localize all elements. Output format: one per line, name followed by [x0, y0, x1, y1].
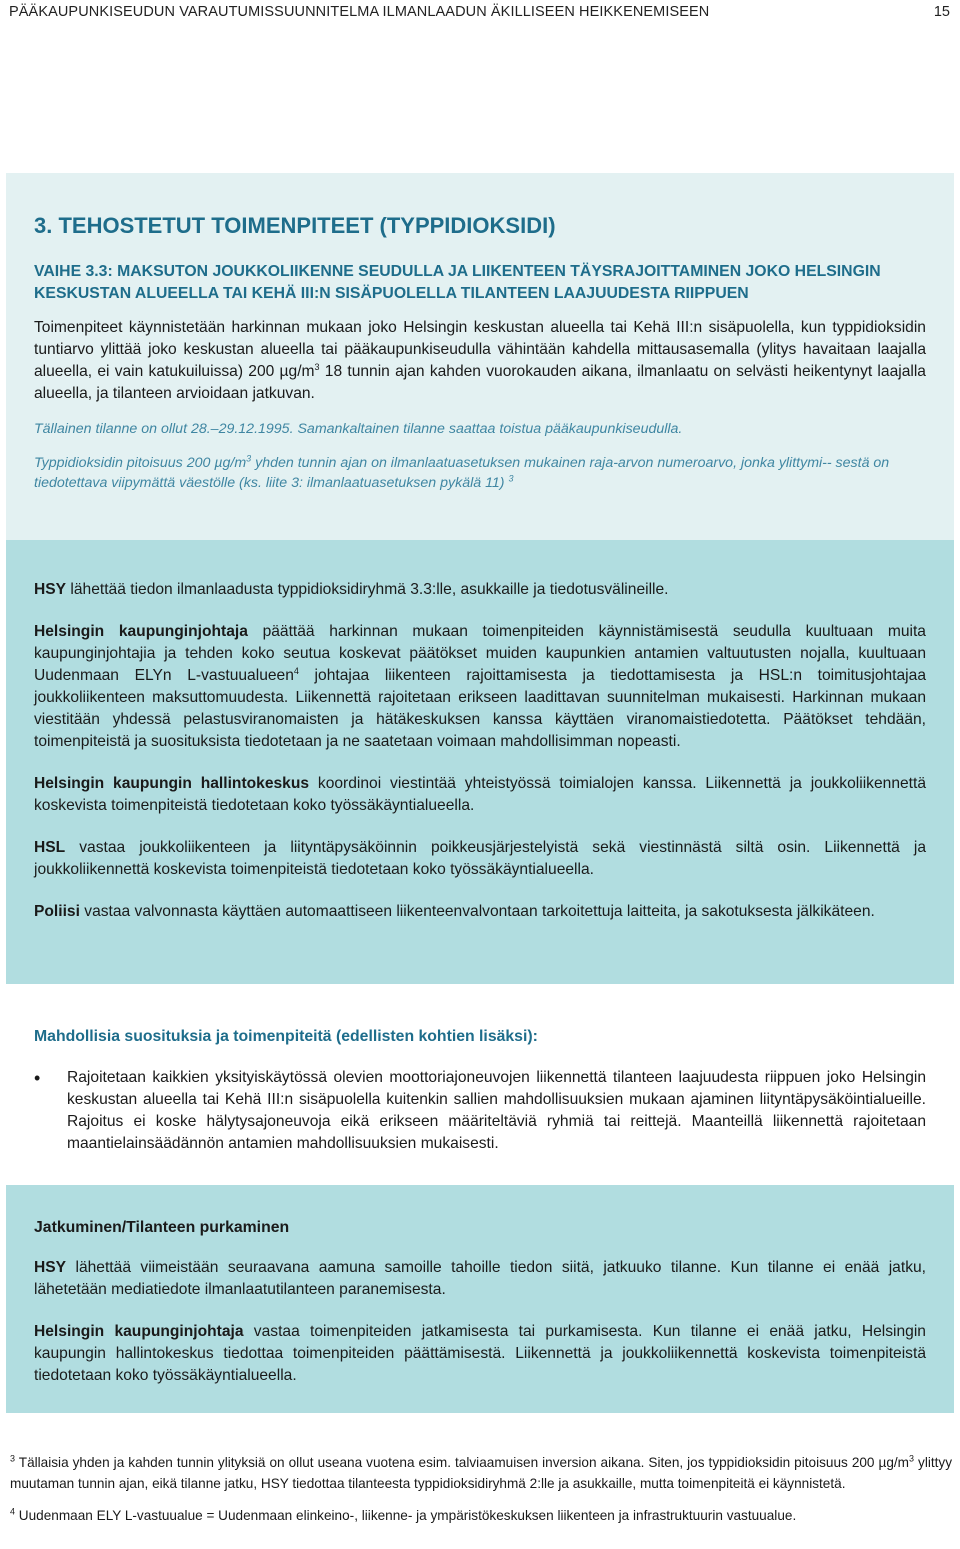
footnote-3: $^3$ Tällaisia yhden ja kahden tunnin ylityksiä on ollut useana vuotena esim. talviaamuisen inversion aikana. Siten, jos typpidioksidin pitoisuus 200 $\mu g/m^3$ ylittyy muutaman tunnin ajan, eikä tilanne jatku, HSY tiedottaa tilanteesta typpidioksidiryhmä 2:lle ja asukkaille, mutta toimenpiteitä ei käynnistetä. [10, 1453, 953, 1491]
admin-action: Helsingin kaupungin hallintokeskus koordinoi viestintää yhteistyössä toimialojen kanssa. Liikennettä ja joukkoliikennettä koskevista toimenpiteistä tiedotetaan koko työssäkäyntialueella. [34, 775, 926, 814]
mayor-continuation: Helsingin kaupunginjohtaja vastaa toimenpiteiden jatkamisesta tai purkamisesta. Kun tilanne ei enää jatku, Helsingin kaupungin hallintokeskus tiedottaa toimenpiteiden päättämisestä. Liikennettä ja joukkoliikennettä koskevista toimenpiteistä tiedotetaan koko työssäkäyntialueella. [34, 1323, 926, 1384]
phase-panel [6, 173, 954, 540]
recommendations-panel [6, 984, 954, 1185]
bullet-icon: • [34, 1068, 41, 1088]
page-header [0, 0, 960, 30]
hsl-action: HSL vastaa joukkoliikenteen ja liityntäpysäköinnin poikkeusjärjestelyistä sekä viestinnästä siltä osin. Liikennettä ja joukkoliikennettä koskevista toimenpiteistä tiedotetaan koko työssäkäyntialueella. [34, 839, 926, 878]
footnotes [10, 1452, 952, 1526]
continuation-panel [6, 1185, 954, 1413]
actions-panel [6, 540, 954, 984]
phase-title: VAIHE 3.3: MAKSUTON JOUKKOLIIKENNE SEUDULLA JA LIIKENTEEN TÄYSRAJOITTAMINEN JOKO HELSINGIN KESKUSTAN ALUEELLA TAI KEHÄ III:N SISÄPUOLELLA TILANTEEN LAAJUUDESTA RIIPPUEN [34, 263, 881, 302]
list-item [34, 1067, 926, 1155]
section-title: 3. TEHOSTETUT TOIMENPITEET (TYPPIDIOKSIDI) [34, 213, 556, 238]
trigger-paragraph: Toimenpiteet käynnistetään harkinnan mukaan joko Helsingin keskustan alueella tai Kehä III:n sisäpuolella, kun typpidioksidin tuntiarvo ylittää joko keskustan alueella tai pääkaupunkiseudulla vähintään kahdella mittausasemalla (ylitys havaitaan laajalla alueella, ei vain katukuiluissa) 200 $\mu g/m^3$ 18 tunnin ajan kahden vuorokauden aikana, ilmanlaatu on selvästi heikentynyt laajalla alueella, ja tilanteen arvioidaan jatkuvan. [34, 319, 926, 402]
limit-note: Typpidioksidin pitoisuus 200 $\mu g/m^3$ yhden tunnin ajan on ilmanlaatuasetuksen mukainen raja-arvon numeroarvo, jonka ylittymi-- sestä on tiedotettava viipymättä väestölle (ks. liite 3: ilmanlaatuasetuksen pykälä 11) $^3$ [34, 453, 890, 491]
history-note: Tällainen tilanne on ollut 28.–29.12.1995. Samankaltainen tilanne saattaa toistua pääkaupunkiseudulla. [34, 421, 683, 437]
recommendation-text: Rajoitetaan kaikkien yksityiskäytössä olevien moottoriajoneuvojen liikennettä tilanteen laajuudesta riippuen joko Helsingin keskustan alueella tai Kehä III:n sisäpuolella kuitenkin sallien mahdollisuuksien mukaan ajaminen liityntäpysäköintialueille. Rajoitus ei koske hälytysajoneuvoja eikä erikseen määriteltäviä ryhmiä tai reittejä. Maanteillä liikennettä rajoitetaan maantielainsäädännön antamien mahdollisuuksien mukaisesti. [67, 1069, 926, 1152]
mayor-action: Helsingin kaupunginjohtaja päättää harkinnan mukaan toimenpiteiden käynnistämisestä seudulla kuultuaan muita kaupunginjohtajia ja tehden koko seutua koskevat päätökset muiden kaupunkien antamien valtuutusten nojalla, kuultuaan Uudenmaan ELYn L-vastuualueen$^4$ johtajaa liikenteen rajoittamisesta ja tiedottamisesta ja HSL:n toimitusjohtajaa joukkoliikenteen maksuttomuudesta. Liikennettä rajoitetaan erikseen laadittavan suunnitelman mukaisesti. Harkinnan mukaan viestitään yhdessä pelastusviranomaisten ja hätäkeskuksen kanssa käyttäen viranomaistiedotetta. Päätökset tehdään, toimenpiteistä ja suosituksista tiedotetaan ja ne saatetaan voimaan mahdollisimman nopeasti. [34, 623, 926, 750]
hsy-continuation: HSY lähettää viimeistään seuraavana aamuna samoille tahoille tiedon siitä, jatkuuko tilanne. Kun tilanne ei enää jatku, lähetetään mediatiedote ilmanlaatutilanteen paranemisesta. [34, 1259, 926, 1298]
footnote-4: $^4$ Uudenmaan ELY L-vastuualue = Uudenmaan elinkeino-, liikenne- ja ympäristökeskuksen liikenteen ja infrastruktuurin vastuualue. [10, 1506, 797, 1523]
document-title: PÄÄKAUPUNKISEUDUN VARAUTUMISSUUNNITELMA ILMANLAADUN ÄKILLISEEN HEIKKENEMISEEN [9, 4, 710, 20]
police-action: Poliisi vastaa valvonnasta käyttäen automaattiseen liikenteenvalvontaan tarkoitettuja laitteita, ja sakotuksesta jälkikäteen. [34, 903, 875, 920]
page-number: 15 [933, 4, 950, 20]
recommendations-title: Mahdollisia suosituksia ja toimenpiteitä (edellisten kohtien lisäksi): [34, 1028, 538, 1045]
hsy-action: HSY lähettää tiedon ilmanlaadusta typpidioksidiryhmä 3.3:lle, asukkaille ja tiedotusvälineille. [34, 581, 669, 598]
continuation-title: Jatkuminen/Tilanteen purkaminen [34, 1219, 290, 1236]
